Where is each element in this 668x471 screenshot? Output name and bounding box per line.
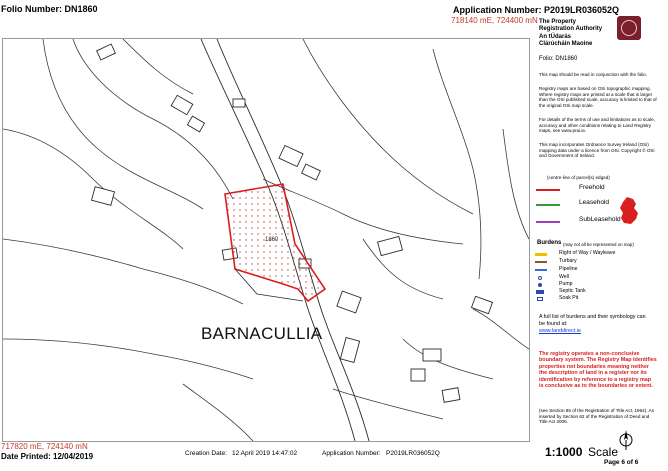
well-icon [538,276,542,280]
septic-tank-icon [536,290,544,294]
scale-value: 1:1000 [545,445,583,459]
freehold-line-icon [536,189,560,191]
burdens-title: Burdens [537,240,562,246]
scale-label: Scale [588,445,619,459]
application-number-header: Application Number: P2019LR036052Q [453,5,620,15]
burden-soak-pit: Soak Pit [533,296,661,303]
burden-septic-tank: Septic Tank [533,289,661,296]
right-of-way-line-icon [535,253,547,256]
parcel-label: 1860 [265,237,279,243]
legend-leasehold: Leasehold [533,200,661,210]
buildings [92,44,493,402]
bottom-left-coordinate: 717820 mE, 724140 mN [1,442,88,451]
burden-right-of-way: Right of Way / Wayleave [533,251,661,258]
legend-subleasehold: SubLeasehold [533,217,661,227]
footer-application-label: Application Number: [322,450,381,457]
pump-icon [538,283,542,287]
creation-date-label: Creation Date: [185,450,227,457]
creation-date-value: 12 April 2019 14:47:02 [232,450,298,457]
authority-name [539,19,602,49]
page-indicator: Page 6 of 6 [604,459,639,466]
ireland-map-icon [619,196,641,226]
burdens-full-list: A full list of burdens and their symbology can be found at: [539,314,646,327]
disclaimer-bold: The registry operates a non-conclusive boundary system. The Registry Map identifies properties not boundaries meaning neither the description of land in a register nor its identification by reference to a registry map is conclusive as to the boundaries or extent. [539,351,657,390]
place-name-label: BARNACULLIA [201,324,323,343]
note-terms: For details of the terms of use and limitations as to scale, accuracy and other conditions relating to Land Registry maps, see www.prai.ie. [539,117,655,134]
landdirect-link[interactable]: www.landdirect.ie [539,328,581,334]
turbary-line-icon [535,261,547,263]
top-right-coordinate: 718140 mE, 724400 mN [451,16,538,25]
authority-line-3: An tÚdarás [539,33,572,40]
disclaimer-normal: (see Section 85 of the Registration of Title Act, 1964). As inserted by Section 62 of the Registration of Deed and Title Act 2006. [539,408,654,425]
burden-pipeline: Pipeline [533,267,661,274]
seal-emblem-icon [621,20,637,36]
authority-line-4: Clárúcháin Maoine [539,41,593,48]
authority-line-1: The Property [539,19,577,25]
panel-folio: Folio: DN1860 [539,56,578,62]
burden-turbary: Turbary [533,259,661,266]
leasehold-line-icon [536,204,560,206]
info-panel [533,14,663,454]
folio-number-header: Folio Number: DN1860 [1,4,98,14]
map-canvas[interactable] [3,39,529,441]
pipeline-line-icon [535,269,547,271]
footer-application-value: P2019LR036052Q [386,450,440,457]
burden-pump: Pump [533,282,661,289]
burdens-note: (may not all be represented on map) [563,242,634,247]
soak-pit-icon [537,297,543,301]
subleasehold-line-icon [536,221,560,223]
north-arrow-icon [619,430,633,452]
legend-heading: (centre-line of parcel(s) edged) [547,175,610,180]
authority-seal [617,16,641,40]
map-frame[interactable] [2,38,530,442]
note-osi: Registry maps are based on OSi topographic mapping. Where registry maps are printed at a scale that is larger than the OSi published scale, accuracy is limited to that of the original OSi map scale. [539,86,657,108]
note-read-with: This map should be read in conjunction with the folio. [539,72,648,77]
note-copyright: This map incorporates Ordnance Survey Ireland (OSi) mapping data under a licence from OSi. Copyright © OSi and Government of Ireland. [539,142,655,159]
burden-well: Well [533,275,661,282]
date-printed: Date Printed: 12/04/2019 [1,452,94,461]
authority-line-2: Registration Authority [539,26,603,33]
legend-freehold: Freehold [533,185,661,195]
